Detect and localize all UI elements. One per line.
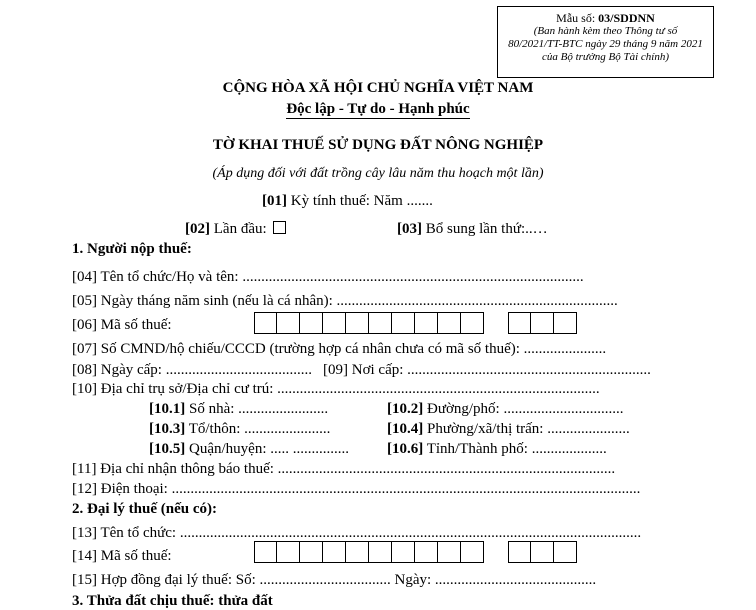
digit-cell[interactable] [554, 312, 577, 334]
first-time-field: [02] Lần đầu: [185, 220, 286, 238]
form-number-box [497, 6, 714, 78]
district-field[interactable]: [10.5] Quận/huyện: ..... ............... [149, 441, 349, 457]
digit-cell[interactable] [369, 312, 392, 334]
agent-tax-code-label: [14] Mã số thuế: [72, 548, 172, 564]
agent-tax-code-branch-cells[interactable] [508, 541, 577, 563]
digit-cell[interactable] [438, 541, 461, 563]
tax-code-branch-cells[interactable] [508, 312, 577, 334]
digit-cell[interactable] [508, 312, 531, 334]
agent-name-field[interactable]: [13] Tên tổ chức: ........................................................................................................................... [72, 525, 642, 541]
section-tax-agent: 2. Đại lý thuế (nếu có): [72, 501, 217, 517]
tax-code-cells[interactable] [254, 312, 484, 334]
notice-address-field[interactable]: [11] Địa chỉ nhận thông báo thuế: .......................................................................................... [72, 461, 616, 477]
issue-date-field[interactable]: [08] Ngày cấp: ....................................... [72, 362, 312, 378]
id-card-field[interactable]: [07] Số CMND/hộ chiếu/CCCD (trường hợp cá nhân chưa có mã số thuế): ...................... [72, 341, 607, 357]
birth-date-field[interactable]: [05] Ngày tháng năm sinh (nếu là cá nhân): ........................................................................... [72, 293, 618, 309]
digit-cell[interactable] [346, 312, 369, 334]
ward-field[interactable]: [10.4] Phường/xã/thị trấn: ...................... [387, 421, 630, 437]
motto [0, 101, 756, 118]
digit-cell[interactable] [531, 312, 554, 334]
phone-field[interactable]: [12] Điện thoại: ............................................................................................................................. [72, 481, 641, 497]
motto-text: Độc lập - Tự do - Hạnh phúc [286, 101, 470, 117]
agent-tax-code-cells[interactable] [254, 541, 484, 563]
tax-code-label: [06] Mã số thuế: [72, 317, 172, 333]
digit-cell[interactable] [323, 312, 346, 334]
digit-cell[interactable] [461, 541, 484, 563]
digit-cell[interactable] [415, 312, 438, 334]
form-note-line: 80/2021/TT-BTC ngày 29 tháng 9 năm 2021 [508, 38, 703, 50]
digit-cell[interactable] [300, 312, 323, 334]
digit-cell[interactable] [346, 541, 369, 563]
first-time-checkbox[interactable] [273, 221, 286, 234]
agent-contract-field[interactable]: [15] Hợp đồng đại lý thuế: Số: ................................... Ngày: ........................................... [72, 572, 597, 588]
digit-cell[interactable] [461, 312, 484, 334]
digit-cell[interactable] [392, 312, 415, 334]
digit-cell[interactable] [277, 541, 300, 563]
digit-cell[interactable] [554, 541, 577, 563]
form-subtitle: (Áp dụng đối với đất trồng cây lâu năm thu hoạch một lần) [212, 166, 544, 181]
digit-cell[interactable] [531, 541, 554, 563]
supplement-field[interactable]: [03] Bổ sung lần thứ:..… [397, 221, 548, 237]
digit-cell[interactable] [438, 312, 461, 334]
digit-cell[interactable] [323, 541, 346, 563]
digit-cell[interactable] [254, 541, 277, 563]
house-number-field[interactable]: [10.1] Số nhà: ........................ [149, 401, 329, 417]
tax-period-field[interactable]: [01] Kỳ tính thuế: Năm ....... [262, 193, 433, 209]
section-taxpayer: 1. Người nộp thuế: [72, 241, 192, 257]
issue-place-field[interactable]: [09] Nơi cấp: ................................................................. [323, 362, 651, 378]
form-code: Mẫu số: 03/SDDNN [556, 11, 655, 25]
republic-heading: CỘNG HÒA XÃ HỘI CHỦ NGHĨA VIỆT NAM [222, 80, 534, 96]
digit-cell[interactable] [277, 312, 300, 334]
digit-cell[interactable] [300, 541, 323, 563]
form-title: TỜ KHAI THUẾ SỬ DỤNG ĐẤT NÔNG NGHIỆP [212, 137, 544, 153]
name-field[interactable]: [04] Tên tổ chức/Họ và tên: ........................................................................................... [72, 269, 584, 285]
digit-cell[interactable] [254, 312, 277, 334]
hamlet-field[interactable]: [10.3] Tổ/thôn: ....................... [149, 421, 331, 437]
digit-cell[interactable] [392, 541, 415, 563]
address-field[interactable]: [10] Địa chỉ trụ sở/Địa chỉ cư trú: ...................................................................................... [72, 381, 600, 397]
province-field[interactable]: [10.6] Tỉnh/Thành phố: .................... [387, 441, 607, 457]
digit-cell[interactable] [415, 541, 438, 563]
street-field[interactable]: [10.2] Đường/phố: ................................ [387, 401, 624, 417]
digit-cell[interactable] [369, 541, 392, 563]
form-note-line: (Ban hành kèm theo Thông tư số [533, 25, 678, 37]
digit-cell[interactable] [508, 541, 531, 563]
section-taxable-land: 3. Thửa đất chịu thuế: thửa đất [72, 593, 273, 609]
form-note-line: của Bộ trưởng Bộ Tài chính) [541, 51, 670, 63]
